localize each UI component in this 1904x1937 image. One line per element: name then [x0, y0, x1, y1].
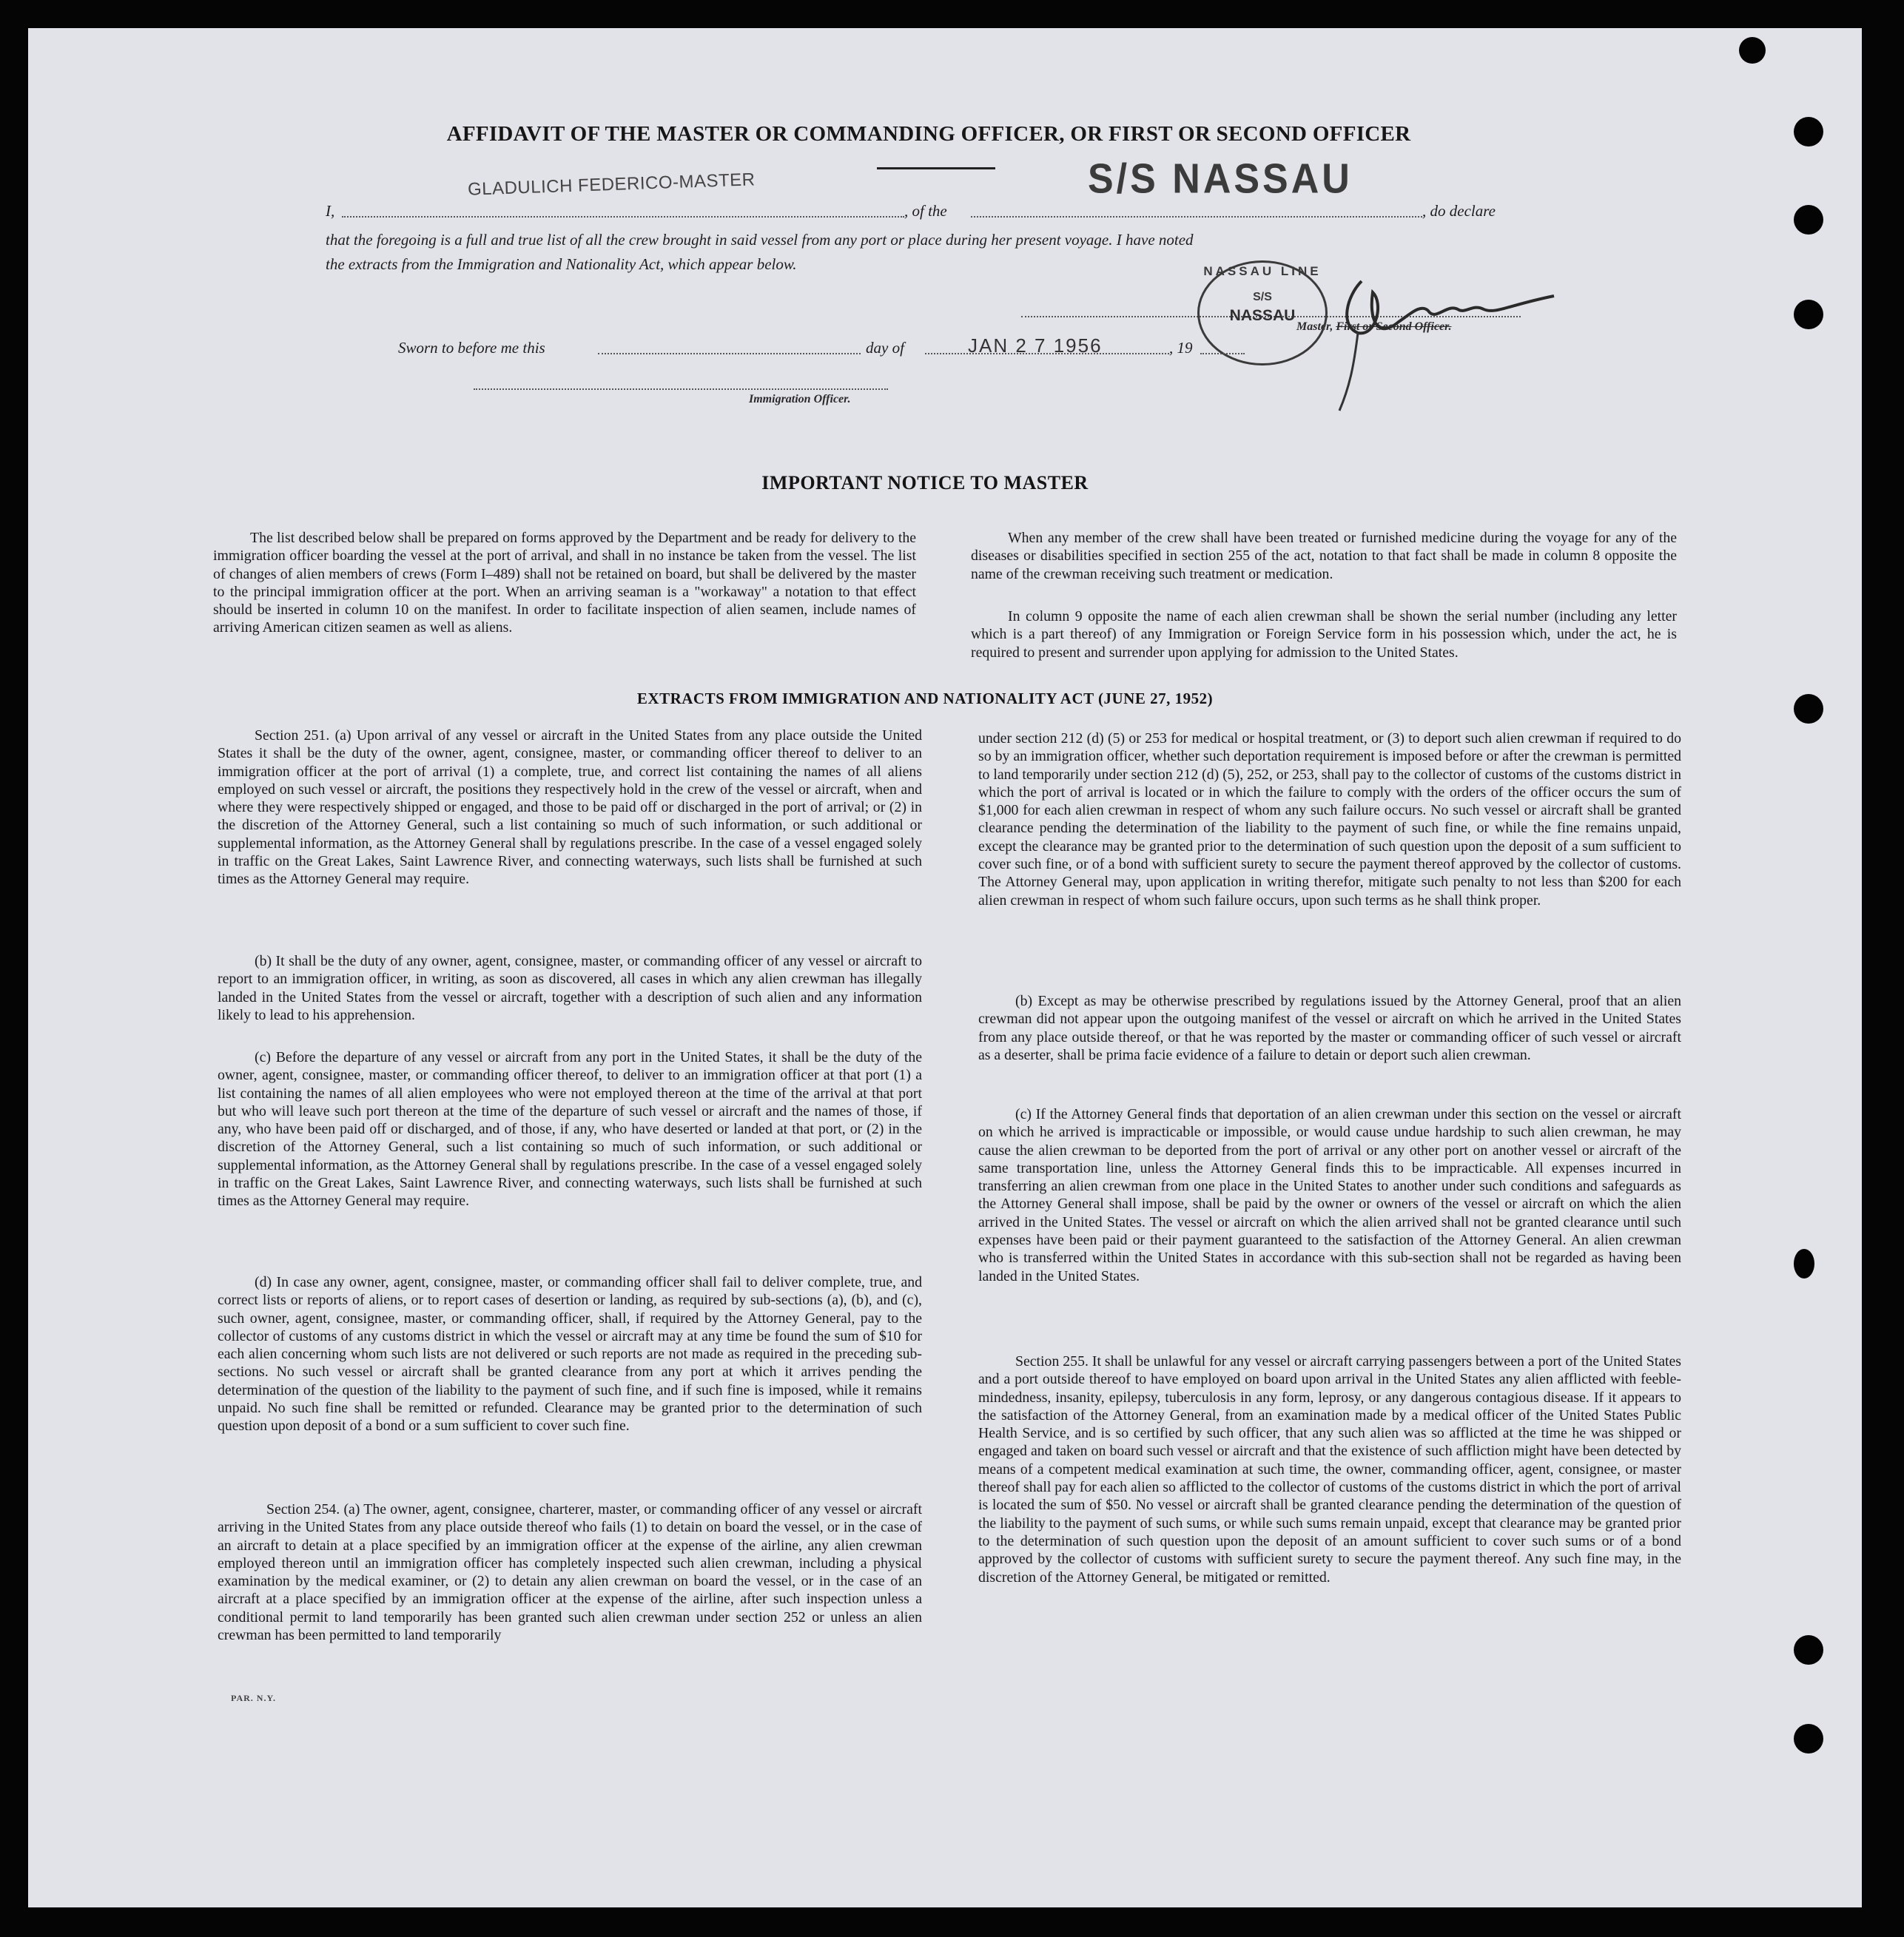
punch-hole — [1794, 1724, 1823, 1754]
ink-blot — [1739, 37, 1766, 64]
punch-hole — [1794, 117, 1823, 146]
notice-left-paragraph: The list described below shall be prepared on forms approved by the Department and be ready for delivery to the immigration officer boarding the vessel at the port of arrival, and shall in no instance be taken from the vessel. The list of changes of alien members of crews (Form I–489) shall not be retained on board, but shall be delivered by the master to the principal immigration officer at the port. When an arriving seaman is a "workaway" a notation to that effect should be inserted in column 10 on the manifest. In order to facilitate inspection of alien seamen, include names of arriving American citizen seamen as well as aliens. — [213, 530, 916, 636]
day-of-label: day of — [866, 339, 904, 357]
officer-name: GLADULICH FEDERICO-MASTER — [467, 169, 756, 200]
printer-mark: PAR. N.Y. — [231, 1693, 277, 1703]
stamp-inner-bottom: NASSAU — [1229, 307, 1296, 324]
extracts-title: EXTRACTS FROM IMMIGRATION AND NATIONALITY ACT (JUNE 27, 1952) — [636, 690, 1214, 707]
stamp-ring-text: NASSAU LINE — [1203, 264, 1322, 278]
section-254-a: Section 254. (a) The owner, agent, consignee, charterer, master, or commanding officer of any vessel or aircraft arriving in the United States from any place outside thereof who fails (1) to detain on board the vessel, or in the case of an aircraft to detain at a place specified by an immigration officer at the expense of the airline, any alien crewman employed thereon until an immigration officer has completely inspected such alien crewman, including a physical examination by the medical examiner, or (2) to detain any alien crewman on board the vessel, or in the case of an aircraft at a place specified by an immigration officer at the expense of the airline, after such inspection unless a conditional permit to land temporarily has been granted such alien crewman under section 252 or unless an alien crewman has been permitted to land temporarily — [218, 1501, 922, 1644]
title-divider — [877, 167, 995, 169]
notice-right-paragraph-2: In column 9 opposite the name of each alien crewman shall be shown the serial number (including any letter which is a part thereof) of any Immigration or Foreign Service form in his possession which, under the act, he is required to present and surrender upon applying for admission to the United States. — [971, 608, 1677, 661]
declaration-line-2: the extracts from the Immigration and Nationality Act, which appear below. — [326, 255, 797, 273]
section-255: Section 255. It shall be unlawful for any vessel or aircraft carrying passengers between a port of the United States and a port outside thereof to have employed on board upon arrival in the United States any alien afflicted with feeble-mindedness, insanity, epilepsy, tuberculosis in any form, leprosy, or any dangerous contagious disease. If it appears to the satisfaction of the Attorney General, from an examination made by a medical officer of the United States Public Health Service, and is so certified by such officer, that any such alien was so afflicted at the time he was shipped or engaged and taken on board such vessel or aircraft and that the existence of such affliction might have been detected by means of a competent medical examination at such time, the owner, commanding officer, agent, consignee, or master thereof shall pay for each alien so afflicted to the collector of customs of the customs district in which the port of arrival is located the sum of $50. No vessel or aircraft shall be granted clearance pending the determination of the question of the liability to the payment of such sums, or while such sums remain unpaid, except that clearance may be granted prior to the determination of such question upon the deposit of an amount sufficient to cover such sums or of a bond approved by the collector of customs with sufficient surety to secure the payment thereof. Any such fine may, in the discretion of the Attorney General, be mitigated or remitted. — [978, 1353, 1681, 1586]
punch-hole — [1794, 1635, 1823, 1665]
section-251-d: (d) In case any owner, agent, consignee, master, or commanding officer shall fail to deliver complete, true, and correct lists or reports of aliens, or to report cases of desertion or landing, as required by sub-sections (a), (b), and (c), such owner, agent, consignee, master, or commanding officer, shall, if required by the Attorney General, pay to the collector of customs of any customs district in which the vessel or aircraft may at any time be found the sum of $10 for each alien concerning whom such lists are not delivered or such reports are not made as required in the preceding sub-sections. No such vessel or aircraft shall be granted clearance from any port at which it arrives pending the determination of the question of the liability to the payment of such fine, and if such fine is imposed, while it remains unpaid. No such fine shall be remitted or refunded. Clearance may be granted prior to the determination of such question upon deposit of a bond or a sum sufficient to cover such fine. — [218, 1274, 922, 1435]
punch-hole — [1794, 694, 1823, 724]
punch-hole — [1794, 1249, 1814, 1279]
officer-name-line — [342, 216, 904, 218]
ship-name: S/S NASSAU — [1088, 155, 1353, 203]
of-the-label: , of the — [904, 202, 947, 220]
year-line — [1200, 353, 1245, 354]
punch-hole — [1794, 205, 1823, 235]
do-declare-label: , do declare — [1422, 202, 1496, 220]
sworn-day-line — [598, 353, 861, 354]
company-stamp — [1197, 260, 1328, 365]
section-254-c: (c) If the Attorney General finds that deportation of an alien crewman under this section on the vessel or aircraft on which he arrived is impracticable or impossible, or would cause undue hardship to such alien crewman, he may cause the alien crewman to be deported from the port of arrival or any other port on another vessel or aircraft of the same transportation line, unless the Attorney General finds this to be impracticable. All expenses incurred in transferring an alien crewman from one place in the United States to another under such conditions and safeguards as the Attorney General shall impose, shall be paid by the owner or owners of the vessel or aircraft on which the alien arrived in the United States. The vessel or aircraft on which the alien arrived shall not be granted clearance until such expenses have been paid or their payment guaranteed to the satisfaction of the Attorney General. An alien crewman who is transferred within the United States in accordance with this sub-section shall not be regarded as having been landed in the United States. — [978, 1106, 1681, 1284]
immigration-officer-label: Immigration Officer. — [749, 393, 851, 405]
master-label-text: Master, — [1296, 320, 1336, 333]
ship-line — [971, 216, 1422, 218]
year-prefix: , 19 — [1169, 339, 1193, 357]
section-251-c: (c) Before the departure of any vessel or aircraft from any port in the United States, it shall be the duty of the owner, agent, consignee, master, or commanding officer thereof, to deliver to an immigration officer at that port (1) a list containing the names of all alien employees who were not employed thereon at the time of the arrival at that port but who will leave such port thereon at the time of the departure of such vessel or aircraft and the names of those, if any, who have been paid off or discharged, and of those, if any, who have deserted or landed at that port, or (2) in the discretion of the Attorney General, such a list containing so much of such information, or such additional or supplemental information, as the Attorney General shall by regulations prescribe. In the case of a vessel engaged solely in traffic on the Great Lakes, Saint Lawrence River, and connecting waterways, such lists shall be furnished at such times as the Attorney General may require. — [218, 1049, 922, 1210]
punch-hole — [1794, 300, 1823, 329]
struck-officer-label: First or Second Officer. — [1336, 320, 1452, 333]
notice-title: IMPORTANT NOTICE TO MASTER — [761, 472, 1089, 493]
stamp-inner-top: S/S — [1253, 291, 1272, 303]
immigration-officer-line — [474, 388, 888, 390]
declaration-line-1: that the foregoing is a full and true list of all the crew brought in said vessel from any port or place during her present voyage. I have noted — [326, 231, 1194, 249]
section-251-b: (b) It shall be the duty of any owner, agent, consignee, master, or commanding officer of any vessel or aircraft to report to an immigration officer, in writing, as soon as discovered, all cases in which any alien crewman has illegally landed in the United States from the vessel or aircraft, together with a description of such alien and any information likely to lead to his apprehension. — [218, 953, 922, 1023]
section-251-a: Section 251. (a) Upon arrival of any vessel or aircraft in the United States from any place outside the United States it shall be the duty of the owner, agent, consignee, master, or commanding officer thereof to deliver to an immigration officer at the port of arrival (1) a complete, true, and correct list containing the names of all aliens employed on such vessel or aircraft, the positions they respectively hold in the crew of the vessel or aircraft, when and where they were respectively shipped or engaged, and those to be paid off or discharged in the port of arrival; or (2) in the discretion of the Attorney General, such a list containing so much of such information, or such additional or supplemental information, as the Attorney General shall by regulations prescribe. In the case of a vessel engaged solely in traffic on the Great Lakes, Saint Lawrence River, and connecting waterways, such lists shall be furnished at such times as the Attorney General may require. — [218, 727, 922, 888]
sworn-label: Sworn to before me this — [398, 339, 545, 357]
affidavit-title: AFFIDAVIT OF THE MASTER OR COMMANDING OFFICER, OR FIRST OR SECOND OFFICER — [446, 122, 1411, 146]
date-stamp: JAN 2 7 1956 — [968, 334, 1103, 357]
i-label: I, — [326, 202, 335, 220]
notice-right-paragraph-1: When any member of the crew shall have been treated or furnished medicine during the voyage for any of the diseases or disabilities specified in section 255 of the act, notation to that fact shall be made in column 8 opposite the name of the crewman receiving such treatment or medication. — [971, 530, 1677, 582]
section-254-a-continued: under section 212 (d) (5) or 253 for medical or hospital treatment, or (3) to deport such alien crewman if required to do so by an immigration officer, whether such deportation requirement is imposed before or after the crewman is permitted to land temporarily under section 212 (d) (5), 252, or 253, shall pay to the collector of customs of the customs district in which the port of arrival is located or in which the failure to comply with the orders of the officer occurs the sum of $1,000 for each alien crewman in respect of whom any such failure occurs. No such vessel or aircraft shall be granted clearance pending the determination of the liability to the payment of such fine, or while the fine remains unpaid, except the clearance may be granted prior to the determination of such question upon the deposit of a sum sufficient to cover such fine, or of a bond with sufficient surety to secure the payment thereof approved by the collector of customs. The Attorney General may, upon application in writing therefor, mitigate such penalty to not less than $200 for each alien crewman in respect of whom such failure occurs, upon such terms as he shall think proper. — [978, 730, 1681, 909]
section-254-b: (b) Except as may be otherwise prescribed by regulations issued by the Attorney General, proof that an alien crewman did not appear upon the outgoing manifest of the vessel or aircraft on which he arrived in the United States from any place outside thereof, or that he was reported by the master or commanding officer of such vessel or aircraft as a deserter, shall be prima facie evidence of a failure to detain or deport such alien crewman. — [978, 993, 1681, 1063]
